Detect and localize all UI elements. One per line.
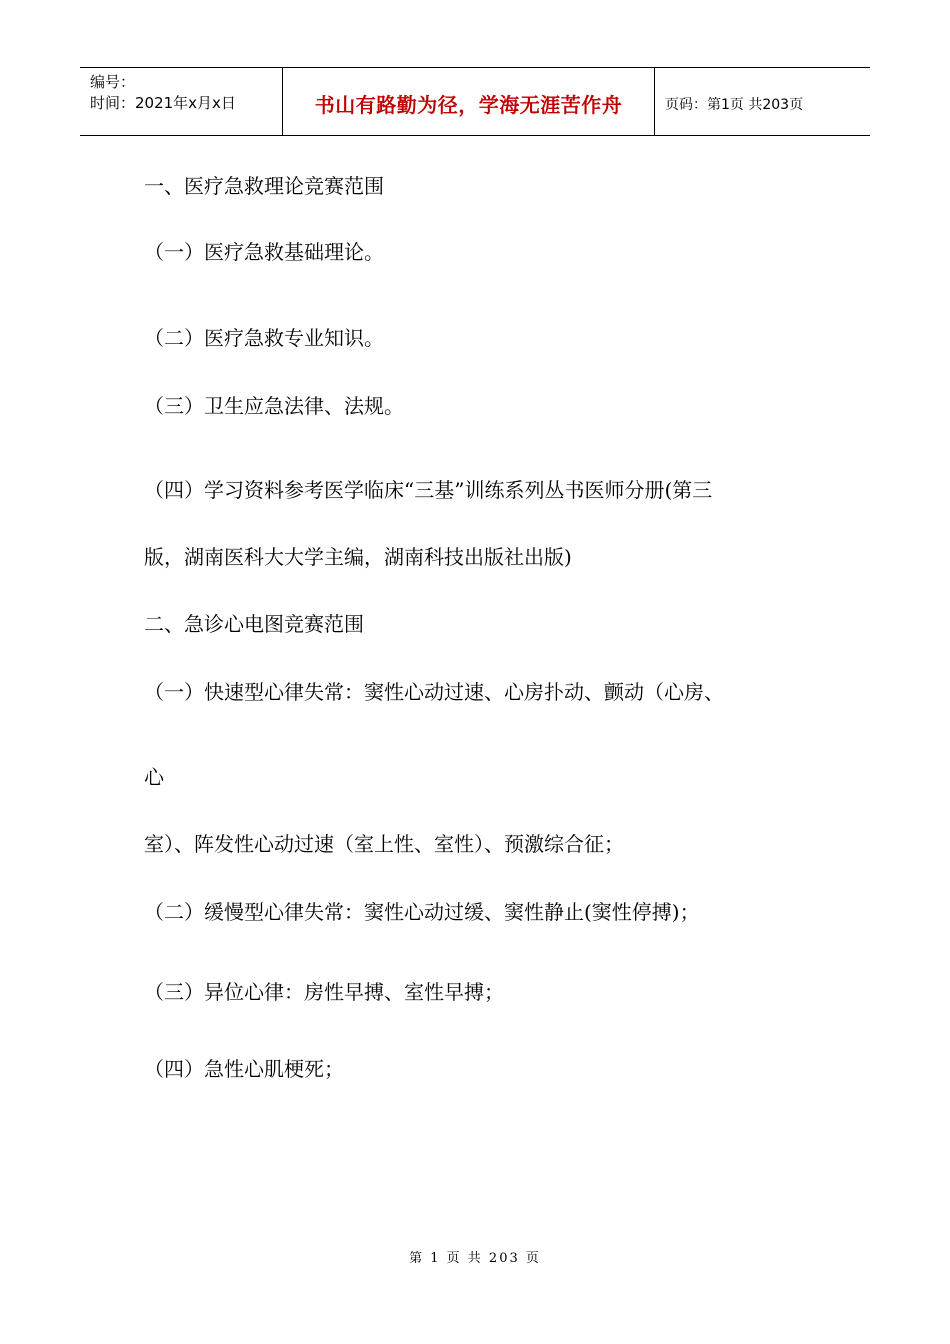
number-label: 编号：	[90, 73, 136, 91]
paragraph-5-fragment: 心	[144, 765, 164, 789]
paragraph-3: （三）卫生应急法律、法规。	[144, 394, 404, 418]
paragraph-6: （二）缓慢型心律失常：窦性心动过缓、窦性静止(窦性停搏)；	[144, 900, 700, 924]
header-meta	[80, 68, 282, 135]
date-label: 时间：2021年x月x日	[90, 94, 236, 112]
document-header	[80, 67, 870, 136]
paragraph-4: （四）学习资料参考医学临床“三基”训练系列丛书医师分册(第三	[144, 478, 713, 502]
section-heading-1: 一、医疗急救理论竞赛范围	[144, 174, 384, 198]
paragraph-2: （二）医疗急救专业知识。	[144, 326, 384, 350]
section-heading-2: 二、急诊心电图竞赛范围	[144, 612, 364, 636]
paragraph-5-continued: 室）、阵发性心动过速（室上性、室性）、预激综合征；	[144, 832, 624, 856]
motto-text: 书山有路勤为径，学海无涯苦作舟	[314, 93, 623, 117]
page-footer: 第 1 页 共 203 页	[409, 1251, 541, 1266]
paragraph-1: （一）医疗急救基础理论。	[144, 240, 384, 264]
paragraph-4-continued: 版，湖南医科大大学主编，湖南科技出版社出版)	[144, 545, 572, 569]
page-indicator: 页码：第1页 共203页	[665, 96, 804, 113]
paragraph-7: （三）异位心律：房性早搏、室性早搏；	[144, 980, 504, 1004]
header-motto-cell	[282, 68, 655, 135]
paragraph-5: （一）快速型心律失常：窦性心动过速、心房扑动、颤动（心房、	[144, 680, 724, 704]
paragraph-8: （四）急性心肌梗死；	[144, 1057, 344, 1081]
header-page-cell	[655, 68, 870, 135]
